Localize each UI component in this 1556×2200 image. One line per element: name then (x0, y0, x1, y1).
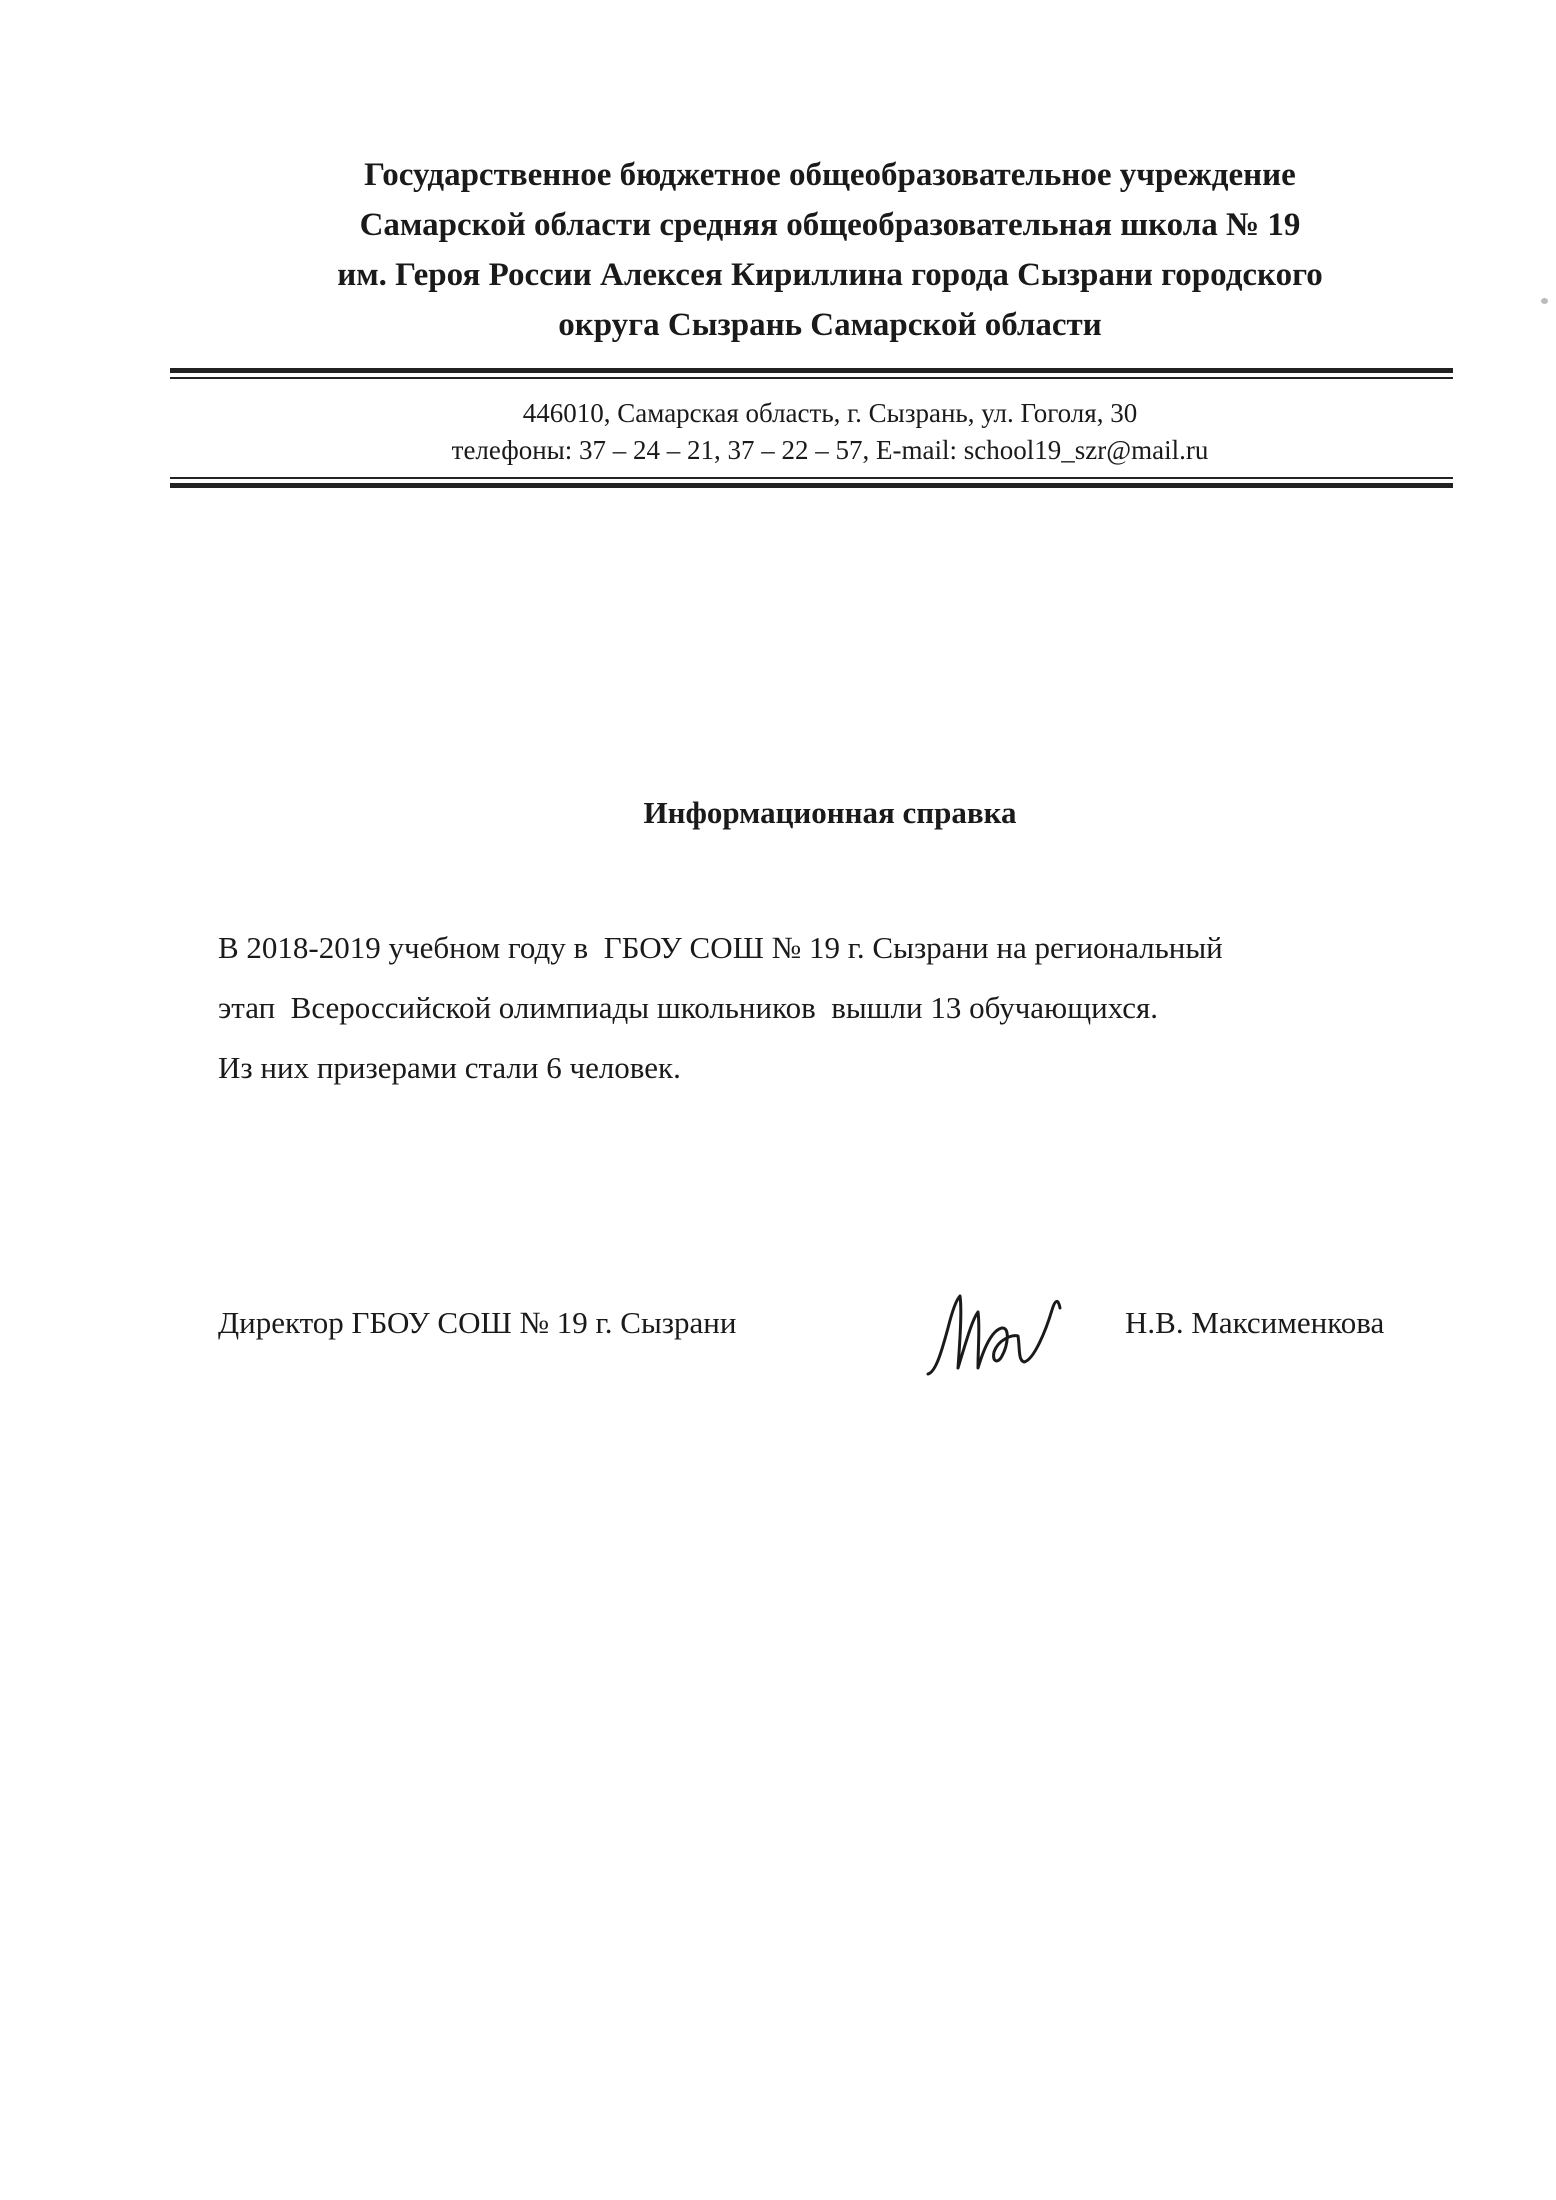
document-title: Информационная справка (643, 795, 1017, 830)
divider-thin-line (170, 477, 1453, 479)
divider-thin-line (170, 377, 1453, 379)
contacts-block (230, 395, 1430, 469)
signatory-position: Директор ГБОУ СОШ № 19 г. Сызрани (218, 1305, 737, 1340)
signature-row (0, 1290, 1556, 1390)
phones-email-line: телефоны: 37 – 24 – 21, 37 – 22 – 57, E-mail: school19_szr@mail.ru (451, 435, 1209, 465)
scan-speck (1541, 298, 1548, 304)
divider-thick-line (170, 483, 1453, 488)
header-divider-top (170, 368, 1453, 379)
divider-thick-line (170, 368, 1453, 373)
organization-name-line: им. Героя России Алексея Кириллина города Сызрани городского (337, 257, 1323, 293)
body-line: Из них призерами стали 6 человек. (218, 1050, 681, 1085)
handwritten-signature-icon (922, 1290, 1072, 1380)
header-divider-bottom (170, 477, 1453, 488)
document-body (218, 918, 1458, 1098)
organization-name-line: Государственное бюджетное общеобразовательное учреждение (364, 157, 1296, 193)
address-line: 446010, Самарская область, г. Сызрань, ул. Гоголя, 30 (522, 398, 1138, 428)
organization-header (230, 150, 1430, 350)
signatory-name: Н.В. Максименкова (1125, 1305, 1385, 1340)
organization-name-line: Самарской области средняя общеобразовательная школа № 19 (359, 207, 1301, 243)
body-line: В 2018-2019 учебном году в ГБОУ СОШ № 19 г. Сызрани на региональный (218, 930, 1223, 965)
body-line: этап Всероссийской олимпиады школьников вышли 13 обучающихся. (218, 990, 1159, 1025)
organization-name-line: округа Сызрань Самарской области (558, 307, 1102, 343)
